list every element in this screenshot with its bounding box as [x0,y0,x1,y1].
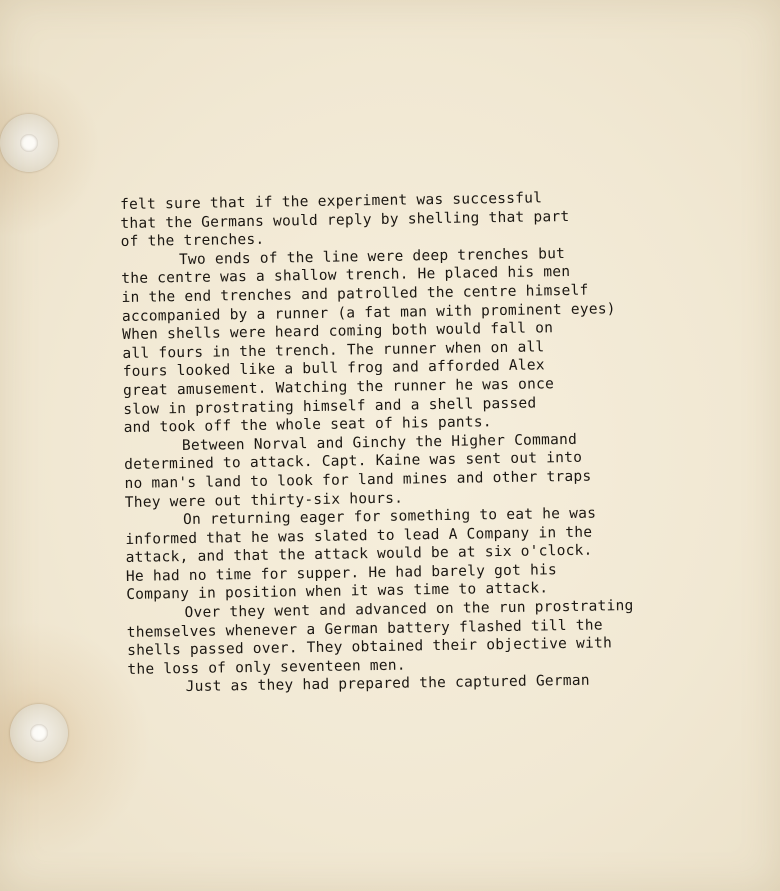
text-line: themselves whenever a German battery flashed till the [126,617,603,641]
punch-hole-top [0,114,58,172]
text-line: and took off the whole seat of his pants. [123,414,492,437]
text-line: of the trenches. [120,231,265,251]
text-line: He had no time for supper. He had barely got his [125,562,558,585]
text-line: attack, and that the attack would be at six o'clock. [125,542,593,567]
text-line: all fours in the trench. The runner when on all [122,339,545,362]
text-line: determined to attack. Capt. Kaine was sent out into [124,450,583,474]
text-line: When shells were heard coming both would fall on [122,320,554,344]
typewritten-text [120,186,748,698]
text-line: Over they went and advanced on the run prostrating [184,598,634,622]
text-line: Just as they had prepared the captured German [185,673,590,696]
text-line: shells passed over. They obtained their objective with [127,635,613,660]
text-line: felt sure that if the experiment was successful [120,190,543,213]
text-line: Between Norval and Ginchy the Higher Command [181,431,578,454]
text-line: They were out thirty-six hours. [124,490,404,511]
text-line: that the Germans would reply by shelling that part [120,208,570,232]
text-line: informed that he was slated to lead A Company in the [125,524,593,548]
text-line: slow in prostrating himself and a shell passed [123,395,537,418]
text-line: great amusement. Watching the runner he was once [122,376,555,399]
text-line: Company in position when it was time to attack. [126,580,549,604]
text-line: accompanied by a runner (a fat man with prominent eyes) [121,300,616,325]
text-line: the centre was a shallow trench. He placed his men [121,264,571,288]
text-line: fours looked like a bull frog and afforded Alex [122,357,545,381]
text-line: the loss of only seventeen men. [127,657,406,678]
text-line: Two ends of the line were deep trenches but [178,245,566,268]
punch-hole-bottom [10,704,68,762]
text-line: in the end trenches and patrolled the centre himself [121,282,589,306]
text-line: On returning eager for something to eat he was [182,505,597,529]
text-line: no man's land to look for land mines and other traps [124,468,592,492]
